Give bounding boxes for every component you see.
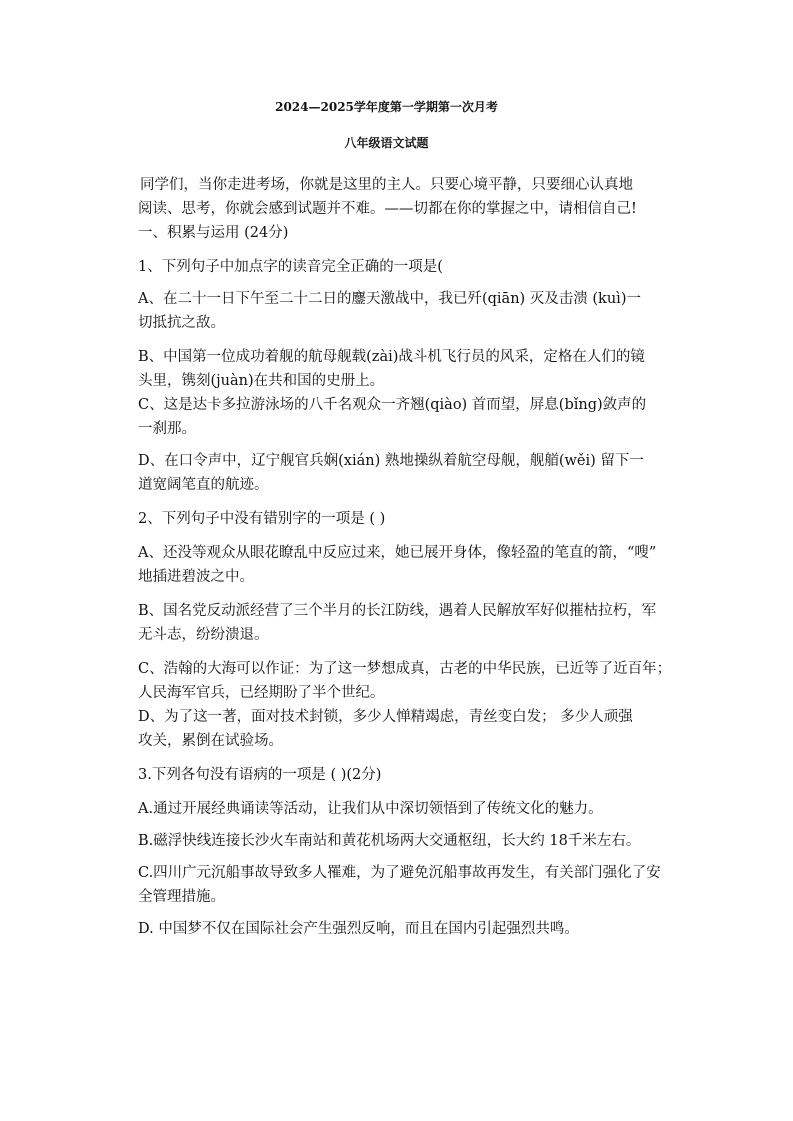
- intro-line: 阅读、思考，你就会感到试题并不难。——切都在你的掌握之中，请相信自己!: [138, 201, 637, 217]
- option-line: 切抵抗之敌。: [138, 315, 225, 331]
- option-line: D、在口令声中，辽宁舰官兵娴(xián) 熟地操纵着航空母舰，舰艏(wěi) 留下一: [138, 453, 644, 469]
- option-line: B、国名党反动派经营了三个半月的长江防线，遇着人民解放军好似摧枯拉朽，军: [138, 603, 657, 619]
- option-line: 人民海军官兵，已经期盼了半个世纪。: [138, 685, 385, 701]
- question-stem: 1、下列句子中加点字的读音完全正确的一项是(: [138, 259, 443, 275]
- option-line: A、还没等观众从眼花瞭乱中反应过来，她已展开身体，像轻盈的笔直的箭，“嗖”: [138, 545, 657, 561]
- option-line: 全管理措施。: [138, 889, 225, 905]
- option-line: 道宽阔笔直的航迹。: [138, 477, 269, 493]
- option-line: B、中国第一位成功着舰的航母舰载(zài)战斗机飞行员的风采，定格在人们的镜: [138, 349, 645, 365]
- option-line: C、这是达卡多拉游泳场的八千名观众一齐翘(qiào) 首而望，屏息(bǐng)敛声的: [138, 397, 647, 413]
- option-line: 地插进碧波之中。: [138, 569, 254, 585]
- option-line: A、在二十一日下午至二十二日的鏖天激战中，我已歼(qiān) 灭及击溃 (kuì)一: [138, 291, 641, 307]
- option-line: 头里，镌刻(juàn)在共和国的史册上。: [138, 373, 385, 389]
- option-line: D. 中国梦不仅在国际社会产生强烈反响，而且在国内引起强烈共鸣。: [138, 921, 579, 937]
- exam-subtitle: 八年级语文试题: [344, 136, 429, 150]
- section-heading: 一、积累与运用 (24分): [138, 225, 289, 241]
- option-line: 无斗志，纷纷溃退。: [138, 627, 269, 643]
- question-stem: 2、下列句子中没有错别字的一项是 ( ): [138, 511, 386, 527]
- exam-title: 2024—2025学年度第一学期第一次月考: [275, 100, 498, 114]
- intro-line: 同学们，当你走进考场，你就是这里的主人。只要心境平静，只要细心认真地: [140, 177, 633, 193]
- option-line: 一刹那。: [138, 421, 196, 437]
- option-line: A.通过开展经典诵读等活动，让我们从中深切领悟到了传统文化的魅力。: [138, 801, 603, 817]
- option-line: D、为了这一著，面对技术封锁，多少人惮精竭虑，青丝变白发； 多少人顽强: [138, 709, 633, 725]
- option-line: B.磁浮快线连接长沙火车南站和黄花机场两大交通枢纽，长大约 18千米左右。: [138, 833, 641, 849]
- option-line: 攻关，累倒在试验场。: [138, 733, 283, 749]
- question-stem: 3.下列各句没有语病的一项是 ( )(2分): [138, 767, 382, 783]
- option-line: C、浩翰的大海可以作证：为了这一梦想成真，古老的中华民族，已近等了近百年；: [138, 661, 672, 677]
- option-line: C.四川广元沉船事故导致多人罹难，为了避免沉船事故再发生，有关部门强化了安: [138, 865, 661, 881]
